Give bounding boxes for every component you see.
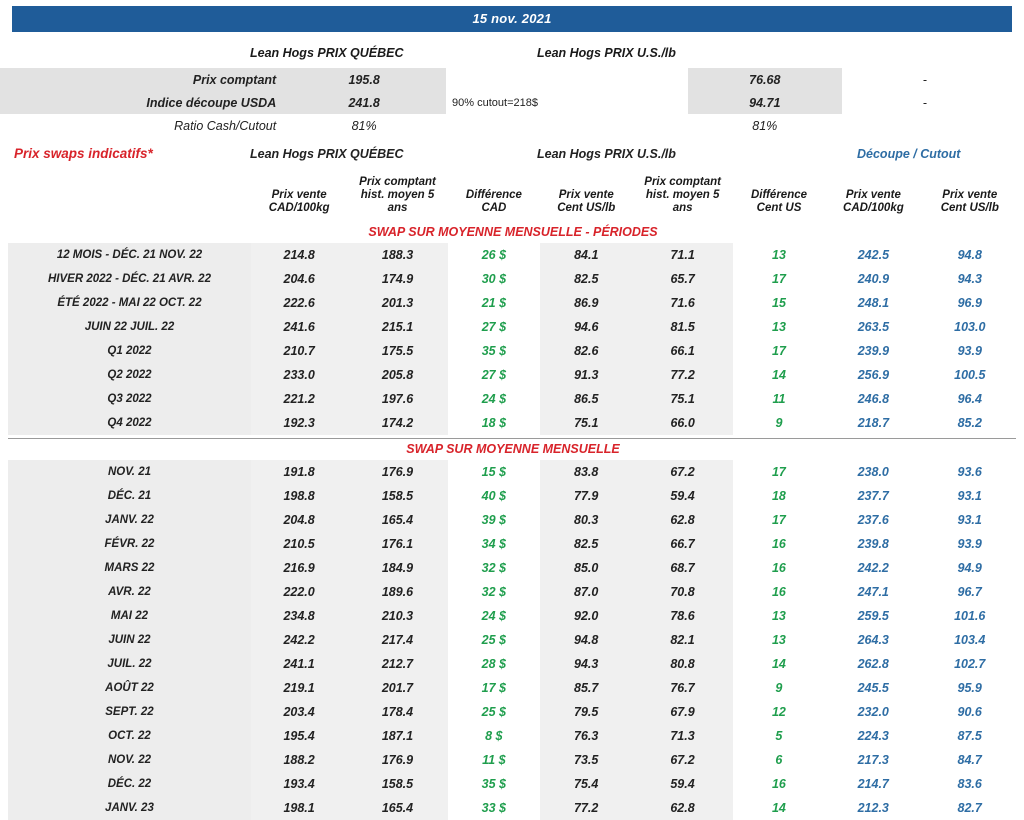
cell-prix-vente-us: 76.3 — [540, 724, 632, 748]
cell-prix-vente-cad: 221.2 — [251, 387, 347, 411]
summary-row-cutout — [842, 114, 1008, 137]
cell-prix-vente-us: 84.1 — [540, 243, 632, 267]
table-row — [8, 243, 1018, 267]
cell-cutout-cad: 212.3 — [857, 800, 889, 815]
cell-difference-cad: 35 $ — [481, 776, 506, 791]
cell-prix-vente-cad: 241.1 — [251, 652, 347, 676]
col-header-difference-us — [733, 172, 825, 222]
cell-prix-vente-cad: 210.7 — [251, 339, 347, 363]
cell-cutout-cad: 246.8 — [857, 391, 890, 406]
cell-prix-comptant-hist-cad: 178.4 — [347, 700, 447, 724]
cell-cutout-us: 93.1 — [957, 512, 982, 527]
summary-row-us: 81% — [688, 114, 842, 137]
summary-row-note — [446, 68, 688, 91]
cell-difference-us: 13 — [772, 247, 786, 262]
cell-cutout-us: 93.1 — [957, 488, 982, 503]
cell-difference-us: 14 — [771, 800, 786, 815]
row-label: DÉC. 22 — [8, 772, 251, 796]
cell-difference-us: 16 — [771, 560, 786, 575]
cell-prix-comptant-hist-cad: 165.4 — [347, 796, 447, 820]
col-header-line: Différence — [465, 189, 522, 202]
cell-difference-us: 14 — [771, 656, 786, 671]
table-row — [8, 532, 1018, 556]
cell-difference-us: 17 — [772, 271, 786, 286]
cell-cutout-us: 94.9 — [957, 560, 982, 575]
cell-prix-comptant-hist-us: 71.1 — [632, 243, 732, 267]
cell-prix-comptant-hist-us: 77.2 — [632, 363, 732, 387]
cell-difference-us: 5 — [775, 728, 783, 743]
cell-cutout-us: 96.9 — [957, 295, 982, 310]
cell-difference-cad: 26 $ — [481, 247, 507, 262]
cell-prix-comptant-hist-us: 62.8 — [632, 796, 732, 820]
cell-difference-us: 13 — [772, 319, 786, 334]
table-row — [8, 387, 1018, 411]
swaps-heading-row — [0, 146, 1024, 172]
col-header-line: Cent US/lb — [557, 202, 616, 215]
table-row — [8, 700, 1018, 724]
cell-prix-comptant-hist-us: 66.7 — [632, 532, 732, 556]
cell-prix-vente-cad: 204.8 — [251, 508, 347, 532]
cell-cutout-us: 103.0 — [954, 319, 986, 334]
cell-prix-comptant-hist-cad: 175.5 — [347, 339, 447, 363]
cell-prix-comptant-hist-us: 66.0 — [632, 411, 732, 435]
col-header-line: hist. moyen 5 — [360, 189, 435, 202]
cell-cutout-cad: 247.1 — [857, 584, 889, 599]
col-header-line: Prix vente — [845, 189, 901, 202]
cell-cutout-cad: 245.5 — [857, 680, 889, 695]
row-label: DÉC. 21 — [8, 484, 251, 508]
cell-prix-comptant-hist-cad: 176.1 — [347, 532, 447, 556]
cell-cutout-us: 93.9 — [957, 536, 982, 551]
cell-difference-us: 13 — [771, 632, 786, 647]
cell-prix-comptant-hist-us: 82.1 — [632, 628, 732, 652]
cell-cutout-cad: 259.5 — [857, 608, 889, 623]
cell-prix-vente-cad: 188.2 — [251, 748, 347, 772]
cell-difference-us: 6 — [775, 752, 783, 767]
cell-difference-cad: 11 $ — [482, 752, 506, 767]
cell-cutout-us: 93.6 — [957, 464, 982, 479]
summary-headings — [0, 46, 1024, 66]
row-label: HIVER 2022 - DÉC. 21 AVR. 22 — [8, 267, 251, 291]
table-row — [8, 676, 1018, 700]
summary-row-cutout: - — [922, 95, 927, 110]
row-label: Q4 2022 — [8, 411, 251, 435]
cell-cutout-cad: 242.5 — [857, 247, 890, 262]
swaps-table — [8, 172, 1018, 435]
col-header-line: hist. moyen 5 — [645, 189, 720, 202]
cell-cutout-us: 87.5 — [957, 728, 982, 743]
table-row — [8, 508, 1018, 532]
row-label: JANV. 22 — [8, 508, 251, 532]
summary-row-us: 94.71 — [688, 91, 842, 114]
row-label: NOV. 21 — [8, 460, 251, 484]
summary-block — [0, 46, 1024, 132]
cell-difference-us: 17 — [771, 512, 786, 527]
cell-cutout-us: 102.7 — [954, 656, 986, 671]
summary-table — [0, 68, 1008, 137]
cell-cutout-cad: 256.9 — [857, 367, 890, 382]
cell-cutout-us: 83.6 — [957, 776, 982, 791]
row-label: AOÛT 22 — [8, 676, 251, 700]
swaps-heading-quebec: Lean Hogs PRIX QUÉBEC — [250, 147, 404, 161]
cell-prix-vente-us: 79.5 — [540, 700, 632, 724]
row-label: JUIN 22 — [8, 628, 251, 652]
cell-prix-vente-cad: 241.6 — [251, 315, 347, 339]
cell-difference-us: 18 — [771, 488, 786, 503]
cell-prix-comptant-hist-cad: 197.6 — [347, 387, 447, 411]
cell-difference-us: 16 — [771, 776, 786, 791]
table-row — [8, 339, 1018, 363]
cell-prix-vente-us: 75.4 — [540, 772, 632, 796]
row-label: Q1 2022 — [8, 339, 251, 363]
col-header-line: ans — [387, 202, 408, 215]
section-header-monthly — [8, 439, 1018, 460]
table-row — [0, 68, 1008, 91]
col-header-prix-comptant-hist-cad — [347, 172, 447, 222]
cell-cutout-us: 96.4 — [957, 391, 982, 406]
cell-prix-comptant-hist-us: 80.8 — [632, 652, 732, 676]
cell-prix-vente-cad: 219.1 — [251, 676, 347, 700]
cell-prix-comptant-hist-cad: 176.9 — [347, 460, 447, 484]
cell-prix-comptant-hist-us: 67.9 — [632, 700, 732, 724]
col-header-line: ans — [672, 202, 693, 215]
cell-cutout-cad: 218.7 — [857, 415, 890, 430]
col-header-line: Cent US/lb — [940, 202, 999, 215]
col-header-line: Prix vente — [942, 189, 998, 202]
cell-prix-comptant-hist-cad: 215.1 — [347, 315, 447, 339]
cell-cutout-us: 100.5 — [954, 367, 986, 382]
cell-cutout-cad: 232.0 — [857, 704, 889, 719]
col-header-prix-vente-us — [540, 172, 632, 222]
cell-prix-vente-us: 86.5 — [540, 387, 632, 411]
cell-difference-cad: 17 $ — [481, 680, 506, 695]
swaps-section-periods — [8, 222, 1018, 435]
cell-prix-vente-us: 82.5 — [540, 267, 632, 291]
table-row — [8, 267, 1018, 291]
summary-row-note: 90% cutout=218$ — [452, 96, 538, 109]
col-header-line: Prix vente — [558, 189, 614, 202]
cell-prix-comptant-hist-us: 67.2 — [632, 460, 732, 484]
cell-prix-comptant-hist-us: 65.7 — [632, 267, 732, 291]
cell-difference-cad: 32 $ — [481, 560, 506, 575]
cell-difference-cad: 28 $ — [481, 656, 506, 671]
cell-cutout-us: 90.6 — [957, 704, 982, 719]
summary-row-label: Ratio Cash/Cutout — [0, 114, 282, 137]
cell-cutout-us: 101.6 — [954, 608, 986, 623]
cell-prix-comptant-hist-cad: 189.6 — [347, 580, 447, 604]
row-label: Q3 2022 — [8, 387, 251, 411]
cell-prix-vente-us: 85.7 — [540, 676, 632, 700]
cell-cutout-cad: 239.8 — [857, 536, 889, 551]
cell-difference-us: 13 — [771, 608, 786, 623]
page-title: 15 nov. 2021 — [12, 6, 1012, 32]
cell-prix-comptant-hist-cad: 187.1 — [347, 724, 447, 748]
cell-prix-comptant-hist-us: 81.5 — [632, 315, 732, 339]
document-page — [0, 6, 1024, 820]
swaps-heading-cutout: Découpe / Cutout — [857, 147, 961, 161]
cell-cutout-us: 94.3 — [957, 271, 982, 286]
cell-cutout-us: 85.2 — [957, 415, 982, 430]
col-header-line: Prix comptant — [359, 176, 436, 188]
cell-prix-comptant-hist-cad: 174.2 — [347, 411, 447, 435]
row-label: OCT. 22 — [8, 724, 251, 748]
cell-cutout-cad: 238.0 — [857, 464, 889, 479]
cell-prix-comptant-hist-cad: 165.4 — [347, 508, 447, 532]
cell-difference-cad: 30 $ — [481, 271, 507, 286]
cell-prix-vente-us: 82.6 — [540, 339, 632, 363]
cell-difference-us: 15 — [772, 295, 786, 310]
cell-prix-vente-cad: 222.0 — [251, 580, 347, 604]
cell-prix-comptant-hist-cad: 176.9 — [347, 748, 447, 772]
cell-cutout-cad: 239.9 — [857, 343, 890, 358]
cell-prix-vente-us: 77.2 — [540, 796, 632, 820]
row-label: MARS 22 — [8, 556, 251, 580]
cell-difference-us: 16 — [771, 536, 786, 551]
cell-cutout-cad: 214.7 — [857, 776, 889, 791]
col-header-cutout-cad — [825, 172, 921, 222]
summary-row-label: Prix comptant — [0, 68, 282, 91]
cell-difference-cad: 32 $ — [481, 584, 506, 599]
summary-heading-us: Lean Hogs PRIX U.S./lb — [537, 46, 676, 60]
cell-cutout-cad: 263.5 — [857, 319, 890, 334]
summary-row-quebec: 81% — [282, 114, 446, 137]
col-header-line: Cent US — [756, 202, 802, 215]
cell-prix-comptant-hist-cad: 184.9 — [347, 556, 447, 580]
table-row — [8, 363, 1018, 387]
cell-cutout-cad: 224.3 — [857, 728, 889, 743]
cell-prix-comptant-hist-us: 59.4 — [632, 484, 732, 508]
cell-difference-us: 17 — [771, 464, 786, 479]
cell-prix-vente-cad: 234.8 — [251, 604, 347, 628]
cell-prix-vente-cad: 233.0 — [251, 363, 347, 387]
cell-cutout-cad: 240.9 — [857, 271, 890, 286]
cell-prix-comptant-hist-us: 59.4 — [632, 772, 732, 796]
cell-prix-comptant-hist-us: 62.8 — [632, 508, 732, 532]
cell-prix-vente-cad: 242.2 — [251, 628, 347, 652]
cell-prix-vente-us: 77.9 — [540, 484, 632, 508]
cell-prix-comptant-hist-cad: 217.4 — [347, 628, 447, 652]
cell-difference-cad: 35 $ — [481, 343, 507, 358]
cell-difference-us: 16 — [771, 584, 786, 599]
col-header-line: Prix vente — [271, 189, 327, 202]
table-row — [8, 772, 1018, 796]
cell-prix-vente-cad: 210.5 — [251, 532, 347, 556]
cell-difference-cad: 27 $ — [481, 319, 507, 334]
cell-difference-us: 12 — [771, 704, 786, 719]
cell-prix-vente-us: 75.1 — [540, 411, 632, 435]
cell-prix-vente-cad: 216.9 — [251, 556, 347, 580]
cell-prix-vente-us: 94.6 — [540, 315, 632, 339]
table-row — [8, 580, 1018, 604]
row-label: MAI 22 — [8, 604, 251, 628]
table-row — [8, 652, 1018, 676]
cell-prix-comptant-hist-cad: 210.3 — [347, 604, 447, 628]
row-label: SEPT. 22 — [8, 700, 251, 724]
table-row — [0, 91, 1008, 114]
summary-heading-quebec: Lean Hogs PRIX QUÉBEC — [250, 46, 404, 60]
summary-row-quebec: 195.8 — [282, 68, 446, 91]
cell-cutout-us: 84.7 — [957, 752, 982, 767]
cell-cutout-us: 82.7 — [957, 800, 982, 815]
cell-difference-cad: 34 $ — [481, 536, 506, 551]
cell-cutout-us: 94.8 — [957, 247, 982, 262]
cell-prix-vente-us: 92.0 — [540, 604, 632, 628]
cell-prix-vente-us: 91.3 — [540, 363, 632, 387]
cell-prix-vente-cad: 222.6 — [251, 291, 347, 315]
cell-prix-vente-us: 94.3 — [540, 652, 632, 676]
summary-row-note — [446, 114, 688, 137]
cell-difference-cad: 15 $ — [481, 464, 506, 479]
table-row — [8, 556, 1018, 580]
cell-cutout-cad: 217.3 — [857, 752, 889, 767]
cell-cutout-cad: 248.1 — [857, 295, 890, 310]
swaps-title: Prix swaps indicatifs* — [14, 146, 153, 161]
cell-prix-comptant-hist-cad: 158.5 — [347, 484, 447, 508]
cell-difference-us: 9 — [775, 680, 783, 695]
cell-prix-vente-cad: 214.8 — [251, 243, 347, 267]
cell-prix-vente-cad: 198.1 — [251, 796, 347, 820]
col-header-difference-cad — [448, 172, 540, 222]
col-header-prix-vente-cad — [251, 172, 347, 222]
row-label: JUIL. 22 — [8, 652, 251, 676]
summary-row-us: 76.68 — [688, 68, 842, 91]
cell-prix-comptant-hist-us: 66.1 — [632, 339, 732, 363]
cell-prix-vente-us: 80.3 — [540, 508, 632, 532]
row-label: JANV. 23 — [8, 796, 251, 820]
cell-difference-us: 11 — [772, 391, 786, 406]
summary-row-label: Indice découpe USDA — [0, 91, 282, 114]
cell-prix-vente-cad: 192.3 — [251, 411, 347, 435]
row-label: ÉTÉ 2022 - MAI 22 OCT. 22 — [8, 291, 251, 315]
cell-prix-comptant-hist-us: 75.1 — [632, 387, 732, 411]
cell-prix-vente-cad: 193.4 — [251, 772, 347, 796]
cell-prix-comptant-hist-cad: 212.7 — [347, 652, 447, 676]
section-title: SWAP SUR MOYENNE MENSUELLE — [406, 441, 620, 456]
cell-cutout-cad: 237.7 — [857, 488, 889, 503]
cell-prix-comptant-hist-us: 71.6 — [632, 291, 732, 315]
row-label: JUIN 22 JUIL. 22 — [8, 315, 251, 339]
row-label: FÉVR. 22 — [8, 532, 251, 556]
cell-cutout-us: 96.7 — [957, 584, 982, 599]
table-row — [8, 748, 1018, 772]
cell-prix-vente-us: 83.8 — [540, 460, 632, 484]
cell-difference-us: 9 — [775, 415, 783, 430]
cell-prix-vente-us: 86.9 — [540, 291, 632, 315]
cell-difference-cad: 27 $ — [481, 367, 507, 382]
col-header-prix-comptant-hist-us — [632, 172, 732, 222]
table-row — [8, 411, 1018, 435]
cell-prix-vente-us: 87.0 — [540, 580, 632, 604]
col-header-name — [8, 172, 251, 222]
cell-difference-cad: 8 $ — [485, 728, 503, 743]
row-label: NOV. 22 — [8, 748, 251, 772]
cell-prix-comptant-hist-us: 78.6 — [632, 604, 732, 628]
cell-difference-cad: 24 $ — [481, 608, 506, 623]
cell-cutout-cad: 242.2 — [857, 560, 889, 575]
swaps-section-monthly — [8, 439, 1018, 820]
cell-prix-vente-cad: 198.8 — [251, 484, 347, 508]
cell-cutout-us: 93.9 — [957, 343, 982, 358]
cell-cutout-cad: 237.6 — [857, 512, 889, 527]
table-row — [8, 291, 1018, 315]
table-row — [8, 796, 1018, 820]
cell-difference-us: 14 — [772, 367, 786, 382]
table-row — [8, 460, 1018, 484]
table-row — [8, 484, 1018, 508]
cell-prix-vente-cad: 203.4 — [251, 700, 347, 724]
cell-prix-vente-us: 85.0 — [540, 556, 632, 580]
col-header-cutout-us — [922, 172, 1018, 222]
cell-difference-cad: 25 $ — [481, 632, 506, 647]
cell-difference-cad: 25 $ — [481, 704, 506, 719]
cell-difference-cad: 21 $ — [481, 295, 507, 310]
col-header-line: CAD — [481, 202, 507, 215]
col-header-line: CAD/100kg — [268, 202, 330, 215]
cell-cutout-cad: 264.3 — [857, 632, 889, 647]
cell-prix-vente-cad: 204.6 — [251, 267, 347, 291]
swaps-table-monthly — [8, 439, 1018, 820]
cell-difference-cad: 24 $ — [481, 391, 507, 406]
section-title: SWAP SUR MOYENNE MENSUELLE - PÉRIODES — [368, 224, 658, 239]
cell-difference-cad: 33 $ — [481, 800, 506, 815]
cell-prix-comptant-hist-cad: 205.8 — [347, 363, 447, 387]
table-row — [8, 628, 1018, 652]
cell-cutout-us: 95.9 — [957, 680, 982, 695]
summary-row-quebec: 241.8 — [282, 91, 446, 114]
cell-cutout-us: 103.4 — [954, 632, 986, 647]
row-label: 12 MOIS - DÉC. 21 NOV. 22 — [8, 243, 251, 267]
section-header-periods — [8, 222, 1018, 243]
cell-prix-comptant-hist-us: 71.3 — [632, 724, 732, 748]
cell-prix-comptant-hist-us: 67.2 — [632, 748, 732, 772]
col-header-line: Prix comptant — [644, 176, 721, 188]
cell-prix-comptant-hist-cad: 158.5 — [347, 772, 447, 796]
cell-prix-comptant-hist-cad: 201.3 — [347, 291, 447, 315]
table-row — [8, 604, 1018, 628]
cell-prix-comptant-hist-cad: 201.7 — [347, 676, 447, 700]
cell-prix-comptant-hist-us: 68.7 — [632, 556, 732, 580]
cell-prix-comptant-hist-cad: 188.3 — [347, 243, 447, 267]
cell-prix-vente-us: 82.5 — [540, 532, 632, 556]
table-row — [0, 114, 1008, 137]
swaps-heading-us: Lean Hogs PRIX U.S./lb — [537, 147, 676, 161]
cell-difference-us: 17 — [772, 343, 786, 358]
cell-difference-cad: 40 $ — [481, 488, 506, 503]
col-header-line: Différence — [750, 189, 808, 202]
cell-prix-vente-cad: 191.8 — [251, 460, 347, 484]
row-label: AVR. 22 — [8, 580, 251, 604]
row-label: Q2 2022 — [8, 363, 251, 387]
table-header-row — [8, 172, 1018, 222]
table-row — [8, 315, 1018, 339]
table-row — [8, 724, 1018, 748]
cell-cutout-cad: 262.8 — [857, 656, 889, 671]
cell-difference-cad: 39 $ — [481, 512, 506, 527]
cell-difference-cad: 18 $ — [481, 415, 507, 430]
col-header-line: CAD/100kg — [843, 202, 904, 215]
cell-prix-vente-cad: 195.4 — [251, 724, 347, 748]
cell-prix-vente-us: 94.8 — [540, 628, 632, 652]
cell-prix-comptant-hist-us: 70.8 — [632, 580, 732, 604]
cell-prix-vente-us: 73.5 — [540, 748, 632, 772]
cell-prix-comptant-hist-us: 76.7 — [632, 676, 732, 700]
cell-prix-comptant-hist-cad: 174.9 — [347, 267, 447, 291]
summary-row-cutout: - — [922, 72, 927, 87]
